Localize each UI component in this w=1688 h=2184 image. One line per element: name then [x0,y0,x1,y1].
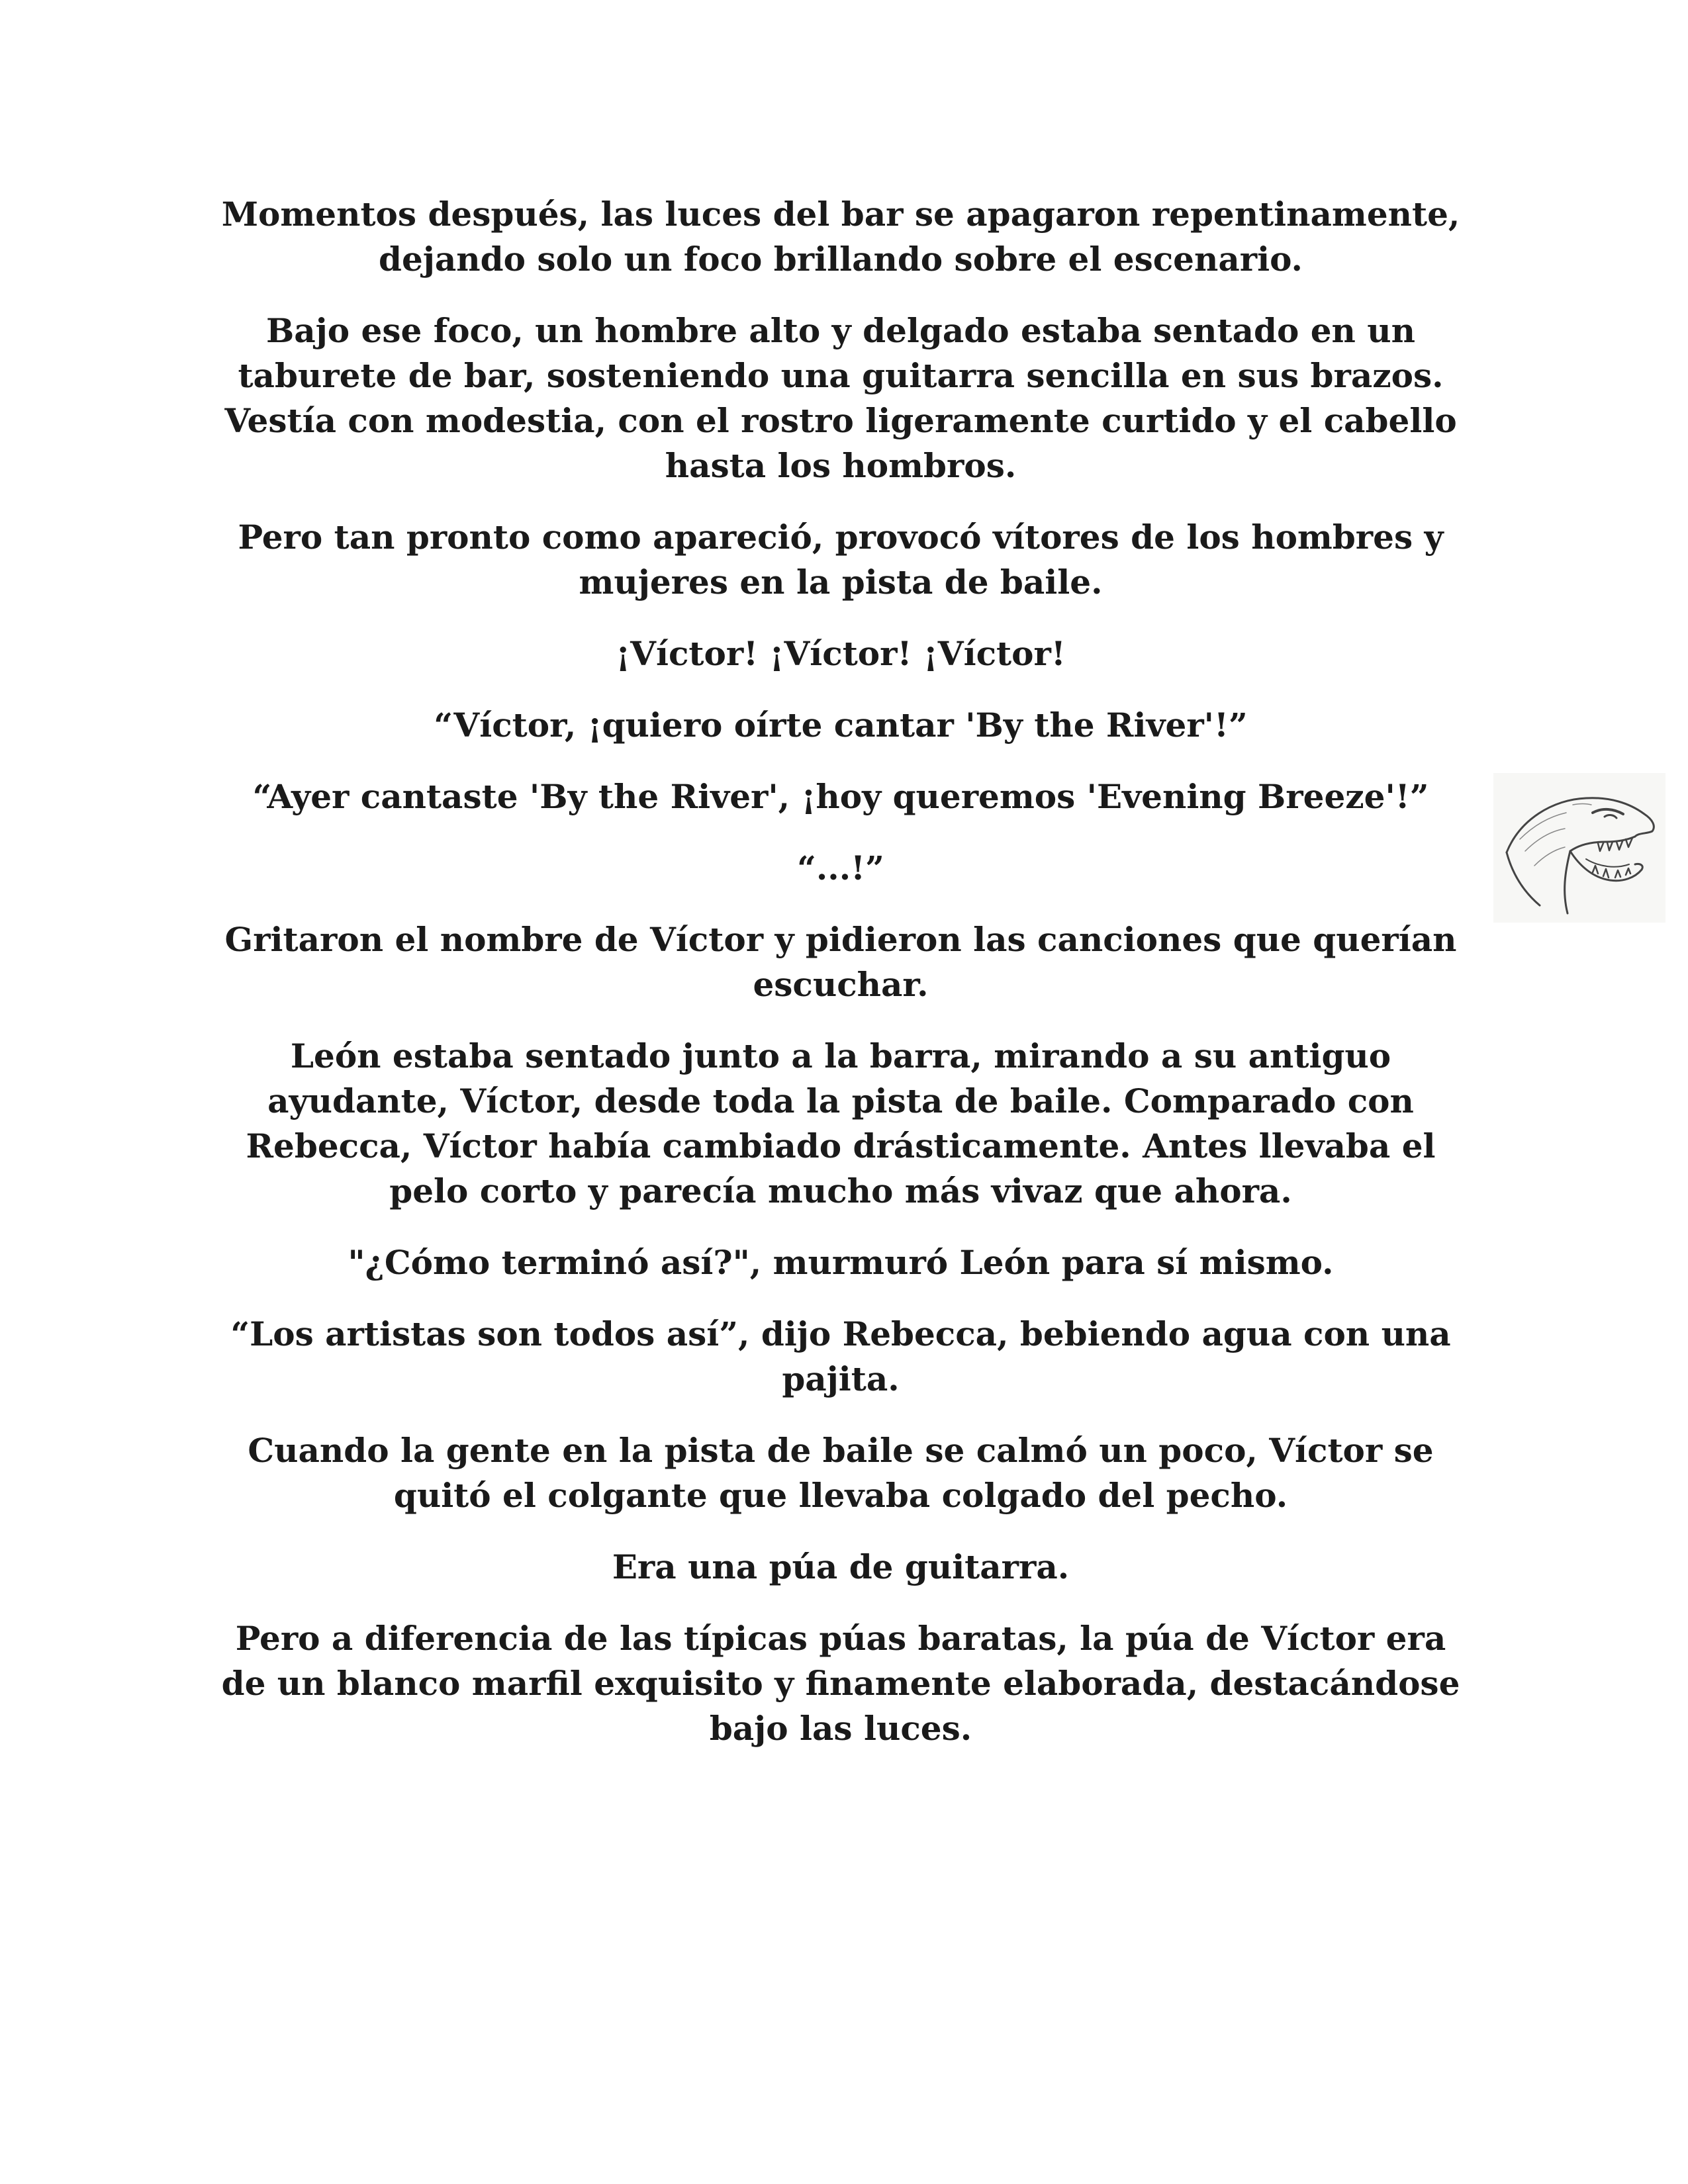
paragraph: “Los artistas son todos así”, dijo Rebecca, bebiendo agua con una pajita. [230,1314,1451,1398]
paragraph: “...!” [797,848,884,887]
paragraph: Gritaron el nombre de Víctor y pidieron las canciones que querían escuchar. [224,920,1457,1004]
dinosaur-head-sketch-icon [1493,773,1665,923]
paragraph: Cuando la gente en la pista de baile se calmó un poco, Víctor se quitó el colgante que llevaba colgado del pecho. [248,1431,1434,1515]
paragraph: Era una púa de guitarra. [612,1547,1070,1586]
paragraph: Momentos después, las luces del bar se apagaron repentinamente, dejando solo un foco brillando sobre el escenario. [221,195,1460,279]
paragraph: Pero a diferencia de las típicas púas baratas, la púa de Víctor era de un blanco marfil exquisito y finamente elaborada, destacándose bajo las luces. [221,1619,1460,1748]
paragraph: León estaba sentado junto a la barra, mirando a su antiguo ayudante, Víctor, desde toda la pista de baile. Comparado con Rebecca, Víctor había cambiado drásticamente. Antes llevaba el pelo corto y parecía mucho más vivaz que ahora. [246,1036,1436,1210]
paragraph: “Víctor, ¡quiero oírte cantar 'By the River'!” [434,705,1248,745]
paragraph: ¡Víctor! ¡Víctor! ¡Víctor! [616,634,1066,673]
paragraph: Pero tan pronto como apareció, provocó vítores de los hombres y mujeres en la pista de baile. [238,518,1444,602]
paragraph: "¿Cómo terminó así?", murmuró León para sí mismo. [348,1243,1334,1282]
paragraph: “Ayer cantaste 'By the River', ¡hoy queremos 'Evening Breeze'!” [252,777,1429,816]
paragraph: Bajo ese foco, un hombre alto y delgado estaba sentado en un taburete de bar, sosteniendo una guitarra sencilla en sus brazos. Vestía con modestia, con el rostro ligeramente curtido y el cabello hasta los hombros. [224,311,1457,485]
document-body [218,192,1463,1778]
